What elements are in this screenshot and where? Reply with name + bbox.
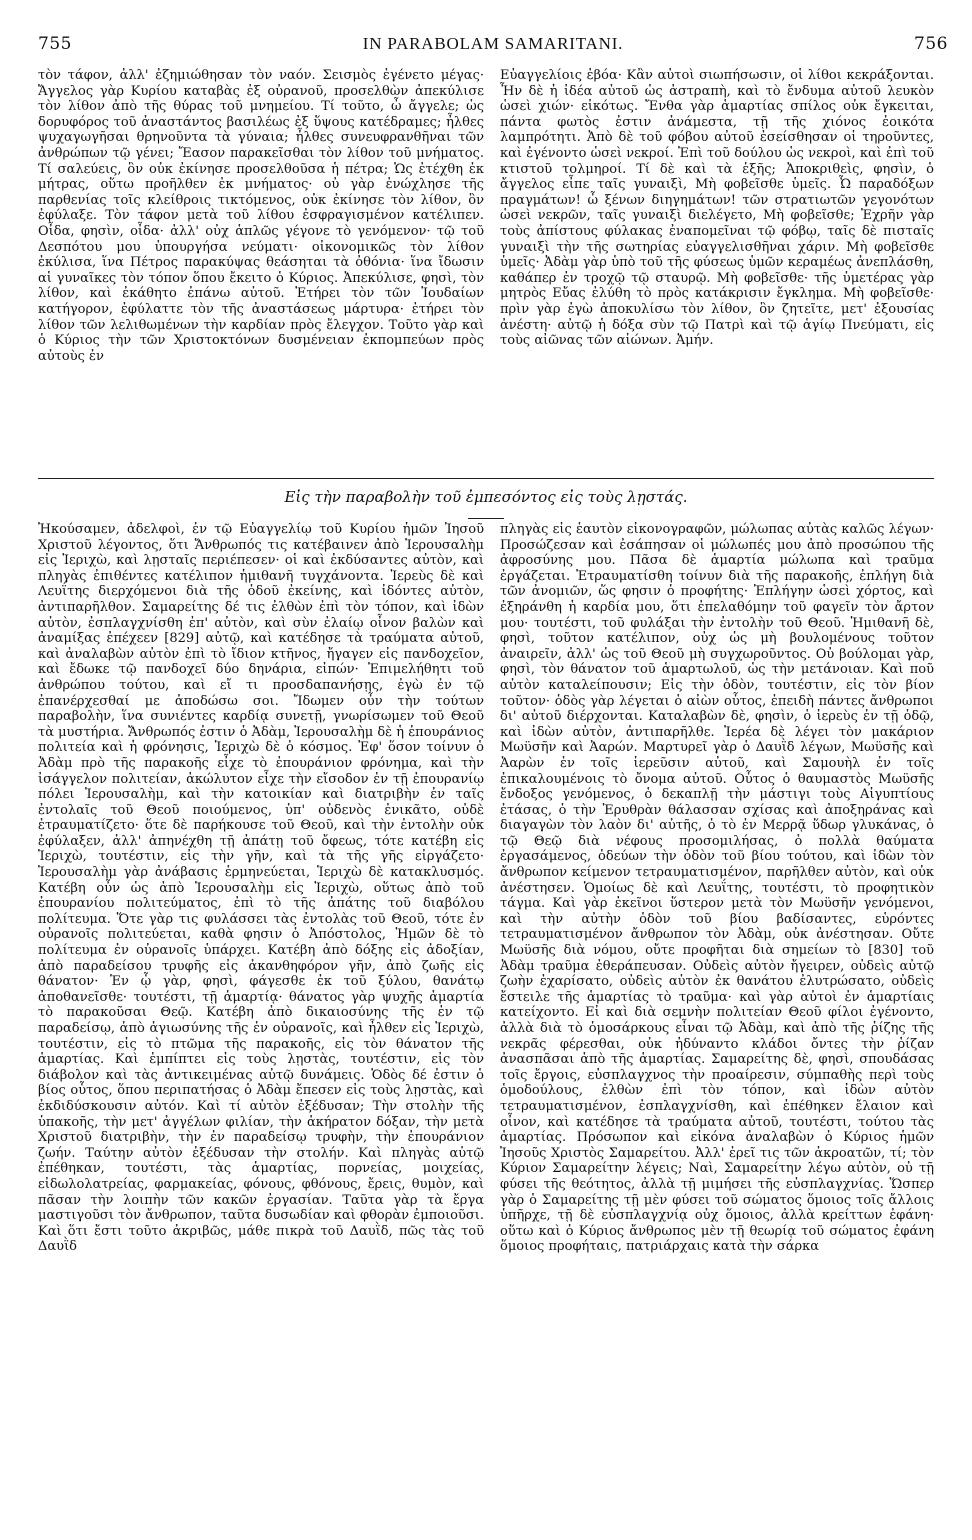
section-title: Εἰς τὴν παραβολὴν τοῦ ἐμπεσόντος εἰς τοὺς λῃστάς.	[284, 488, 688, 506]
running-title: IN PARABOLAM SAMARITANI.	[362, 34, 624, 53]
text-top-right: Εὐαγγελίοις ἐβόα· Κἂν αὐτοὶ σιωπήσωσιν, οἱ λίθοι κεκράξονται. Ἦν δὲ ἡ ἰδέα αὐτοῦ ὡς ἀστραπὴ, καὶ τὸ ἔνδυμα αὐτοῦ λευκὸν ὡσεὶ χιών· εἰκότως. Ἔνθα γὰρ ἁμαρτίας σπίλος οὐκ ἔγκειται, πάντα φωτὸς ἐστιν ἀνάμεστα, τῇ τῆς χιόνος ἐοικότα λαμπρότητι. Ἀπὸ δὲ τοῦ φόβου αὐτοῦ ἐσείσθησαν οἱ τηροῦντες, καὶ ἐγένοντο ὡσεὶ νεκροί. Ἐπὶ τοῦ δούλου ὡς νεκροὶ, καὶ ἐπὶ τοῦ κτιστοῦ τολμηροί. Τί δὲ καὶ τὰ ἑξῆς; Ἀποκριθεὶς, φησὶν, ὁ ἄγγελος εἶπε ταῖς γυναιξὶ, Μὴ φοβεῖσθε ὑμεῖς. Ὦ παραδόξων πραγμάτων! ὦ ξένων διηγημάτων! τῶν στρατιωτῶν γεγονότων ὡσεὶ νεκρῶν, ταῖς γυναιξὶ διελέγετο, Μὴ φοβεῖσθε; Ἐχρῆν γὰρ τοὺς ἀπίστους φύλακας ἐναπομεῖναι τῷ φόβῳ, ταῖς δὲ πισταῖς γυναιξὶ τὴν τῆς σωτηρίας εὐαγγελισθῆναι χάριν. Μὴ φοβεῖσθε ὑμεῖς· Ἀδὰμ γὰρ ὑπὸ τοῦ τῆς φύσεως ὑμῶν κεραμέως ἀνεπλάσθη, καθάπερ ἐν τροχῷ τῷ σταυρῷ. Μὴ φοβεῖσθε· τῆς ὑμετέρας γὰρ μητρὸς Εὔας ἐλύθη τὸ πρὸς κατάκρισιν ἔγκλημα. Μὴ φοβεῖσθε· πρὶν γὰρ ἐγὼ ἀποκυλίσω τὸν λίθον, ὃν ζητεῖτε, μετ' ἐξουσίας ἀνέστη· αὐτῷ ἡ δόξα σὺν τῷ Πατρὶ καὶ τῷ ἁγίῳ Πνεύματι, εἰς τοὺς αἰῶνας τῶν αἰώνων. Ἀμήν.	[500, 68, 934, 349]
page-number-left: 755	[38, 34, 72, 54]
column-bottom-right	[500, 522, 934, 1524]
column-top-left	[38, 68, 484, 478]
column-bottom-left	[38, 522, 484, 1524]
text-bottom-left: Ἠκούσαμεν, ἀδελφοὶ, ἐν τῷ Εὐαγγελίῳ τοῦ Κυρίου ἡμῶν Ἰησοῦ Χριστοῦ λέγοντος, ὅτι Ἄνθρωπός τις κατέβαινεν ἀπὸ Ἱερουσαλὴμ εἰς Ἱεριχὼ, καὶ λῃσταῖς περιέπεσεν· οἱ καὶ ἐκδύσαντες αὐτὸν, καὶ πληγὰς ἐπιθέντες κατέλιπον ἡμιθανῆ τυγχάνοντα. Ἱερεὺς δὲ καὶ Λευΐτης διερχόμενοι διὰ τῆς ὁδοῦ ἐκείνης, καὶ ἰδόντες αὐτὸν, ἀντιπαρῆλθον. Σαμαρείτης δέ τις ἐλθὼν ἐπὶ τὸν τόπον, καὶ ἰδὼν αὐτὸν, ἐσπλαγχνίσθη ἐπ' αὐτὸν, καὶ σὺν ἐλαίῳ οἶνον βαλὼν καὶ ἀναμίξας ἐπέχεεν [829] αὐτῷ, καὶ κατέδησε τὰ τραύματα αὐτοῦ, καὶ ἀναλαβὼν αὐτὸν ἐπὶ τὸ ἴδιον κτῆνος, ἤγαγεν εἰς πανδοχεῖον, καὶ ἔδωκε τῷ πανδοχεῖ δύο δηνάρια, εἰπών· Ἐπιμελήθητι τοῦ ἀνθρώπου τούτου, καὶ εἴ τι προσδαπανήσῃς, ἐγὼ ἐν τῷ ἐπανέρχεσθαί με ἀποδώσω σοι. Ἴδωμεν οὖν τὴν τούτων παραβολὴν, ἵνα συνιέντες καρδίᾳ συνετῇ, γνωρίσωμεν τοῦ Θεοῦ τὰ μυστήρια. Ἄνθρωπός ἐστιν ὁ Ἀδὰμ, Ἱερουσαλὴμ δὲ ἡ ἐπουράνιος πολιτεία καὶ ἡ φρόνησις, Ἱεριχὼ δὲ ὁ κόσμος. Ἐφ' ὅσον τοίνυν ὁ Ἀδὰμ πρὸ τῆς παρακοῆς εἶχε τὸ ἐπουράνιον φρόνημα, καὶ τὴν ἰσάγγελον πολιτείαν, ἀκώλυτον εἶχε τὴν εἴσοδον ἐν τῇ ἐπουρανίῳ πόλει Ἱερουσαλὴμ, καὶ τὴν κατοικίαν καὶ διατριβὴν ἐν ταῖς ἐντολαῖς τοῦ Θεοῦ ποιούμενος, ὑπ' οὐδενὸς ἐνικᾶτο, οὐδὲ ἐτραυματίζετο· ὅτε δὲ παρήκουσε τοῦ Θεοῦ, καὶ τὴν ἐντολὴν οὐκ ἐφύλαξεν, ἀλλ' ἀπηνέχθη τῇ ἀπάτῃ τοῦ ὄφεως, τότε κατέβη εἰς Ἱεριχὼ, τουτέστιν, εἰς τὴν γῆν, καὶ τὰ τῆς γῆς εἰργάζετο· Ἱερουσαλὴμ γὰρ ἀνάβασις ἑρμηνεύεται, Ἱεριχὼ δὲ κατακλυσμός. Κατέβη οὖν ὡς ἀπὸ Ἱερουσαλὴμ εἰς Ἱεριχὼ, οὕτως ἀπὸ τοῦ ἐπουρανίου πολιτεύματος, ἐπὶ τὸ τῆς ἀπάτης τοῦ διαβόλου πολίτευμα. Ὅτε γὰρ τις φυλάσσει τὰς ἐντολὰς τοῦ Θεοῦ, τότε ἐν οὐρανοῖς πολιτεύεται, καθὰ φησιν ὁ Ἀπόστολος, Ἡμῶν δὲ τὸ πολίτευμα ἐν οὐρανοῖς ὑπάρχει. Κατέβη ἀπὸ δόξης εἰς ἀδοξίαν, ἀπὸ παραδείσου τρυφῆς εἰς ἀκανθηφόρον γῆν, ἀπὸ ζωῆς εἰς θάνατον· Ἐν ᾧ γὰρ, φησὶ, φάγεσθε ἐκ τοῦ ξύλου, θανάτῳ ἀποθανεῖσθε· τουτέστι, τῇ ἁμαρτίᾳ· θάνατος γὰρ ψυχῆς ἁμαρτία τὸ παρακοῦσαι Θεῷ. Κατέβη ἀπὸ δικαιοσύνης τῆς ἐν τῷ παραδείσῳ, ἀπὸ ἁγιωσύνης τῆς ἐν οὐρανοῖς, καὶ ἦλθεν εἰς Ἱεριχὼ, τουτέστιν, εἰς τὸ πτῶμα τῆς παρακοῆς, εἰς τὸν θάνατον τῆς ἁμαρτίας. Καὶ ἐμπίπτει εἰς τοὺς λῃστὰς, τουτέστιν, εἰς τὸν διάβολον καὶ τὰς ἀντικειμένας αὐτῷ δυνάμεις. Ὁδὸς δέ ἐστιν ὁ βίος οὗτος, ὅπου περιπατήσας ὁ Ἀδὰμ ἔπεσεν εἰς τοὺς λῃστὰς, καὶ ἐκδιδύσκουσιν αὐτόν. Καὶ τί αὐτὸν ἐξέδυσαν; Τὴν στολὴν τῆς ὑπακοῆς, τὴν μετ' ἀγγέλων φιλίαν, τὴν ἀκήρατον δόξαν, τὴν μετὰ Χριστοῦ διατριβὴν, τὴν ἐν παραδείσῳ τρυφὴν, τὴν ἐπουράνιον ζωήν. Ταύτην αὐτὸν ἐξέδυσαν τὴν στολήν. Καὶ πληγὰς αὐτῷ ἐπέθηκαν, τουτέστι, τὰς ἁμαρτίας, πορνείας, μοιχείας, εἰδωλολατρείας, φαρμακείας, φόνους, φθόνους, ἔρεις, θυμὸν, καὶ πᾶσαν τὴν λοιπὴν τῶν κακῶν ἐργασίαν. Ταῦτα γὰρ τὰ ἔργα μαστιγοῦσι τὸν ἄνθρωπον, ταῦτα δυσωδίαν καὶ φθορὰν ἐμποιοῦσι. Καὶ ὅτι ἔστι τοῦτο ἀκριβῶς, μάθε πικρὰ τοῦ Δαυῒδ, πῶς τὰς τοῦ Δαυῒδ	[38, 522, 484, 1255]
running-header	[38, 34, 948, 58]
text-bottom-right: πληγὰς εἰς ἑαυτὸν εἰκονογραφῶν, μώλωπας αὐτὰς καλῶς λέγων· Προσώζεσαν καὶ ἐσάπησαν οἱ μώλωπές μου ἀπὸ προσώπου τῆς ἀφροσύνης μου. Πᾶσα δὲ ἁμαρτία μώλωπα καὶ τραῦμα ἐργάζεται. Ἐτραυματίσθη τοίνυν διὰ τῆς παρακοῆς, ἐπλήγη διὰ τῶν ἀνομιῶν, ὥς φησιν ὁ προφήτης· Ἐπλήγην ὡσεὶ χόρτος, καὶ ἐξηράνθη ἡ καρδία μου, ὅτι ἐπελαθόμην τοῦ φαγεῖν τὸν ἄρτον μου· τουτέστι, τοῦ φυλάξαι τὴν ἐντολὴν τοῦ Θεοῦ. Ἡμιθανῆ δὲ, φησὶ, τοῦτον κατέλιπον, οὐχ ὡς μὴ βουλομένους τοῦτον ἀναιρεῖν, ἀλλ' ὡς τοῦ Θεοῦ μὴ συγχωροῦντος. Οὐ βούλομαι γὰρ, φησὶ, τὸν θάνατον τοῦ ἁμαρτωλοῦ, ὡς τὴν μετάνοιαν. Καὶ ποῦ αὐτὸν καταλείπουσιν; Εἰς τὴν ὁδὸν, τουτέστιν, εἰς τὸν βίον τοῦτον· ὁδὸς γὰρ λέγεται ὁ αἰὼν οὗτος, ἐπειδὴ πάντες ἄνθρωποι δι' αὐτοῦ διέρχονται. Καταλαβὼν δὲ, φησὶν, ὁ ἱερεὺς ἐν τῇ ὁδῷ, καὶ ἰδὼν αὐτὸν, ἀντιπαρῆλθε. Ἱερέα δὲ λέγει τὸν μακάριον Μωϋσῆν καὶ Ἀαρών. Μαρτυρεῖ γὰρ ὁ Δαυῒδ λέγων, Μωϋσῆς καὶ Ἀαρὼν ἐν τοῖς ἱερεῦσιν αὐτοῦ, καὶ Σαμουὴλ ἐν τοῖς ἐπικαλουμένοις τὸ ὄνομα αὐτοῦ. Οὗτος ὁ θαυμαστὸς Μωϋσῆς ἔνδοξος γενόμενος, ὁ δεκαπλῇ τὴν μάστιγι τοὺς Αἰγυπτίους ἐτάσας, ὁ τὴν Ἐρυθρὰν θάλασσαν σχίσας καὶ ἀποξηράνας καὶ διαγαγὼν τὸν λαὸν δι' αὐτῆς, ὁ τὸ ἐν Μερρᾷ ὕδωρ γλυκάνας, ὁ τῷ Θεῷ διὰ νέφους προσομιλήσας, ὁ πολλὰ θαύματα ἐργασάμενος, ὁδεύων τὴν ὁδὸν τοῦ βίου τούτου, καὶ ἰδὼν τὸν ἄνθρωπον κείμενον τετραυματισμένον, παρῆλθεν αὐτὸν, καὶ οὐκ ἀνέστησεν. Ὁμοίως δὲ καὶ Λευΐτης, τουτέστι, τὸ προφητικὸν τάγμα. Καὶ γὰρ ἐκεῖνοι ὕστερον μετὰ τὸν Μωϋσῆν γενόμενοι, καὶ τὴν αὐτὴν ὁδὸν τοῦ βίου βαδίσαντες, εὑρόντες τετραυματισμένον ἄνθρωπον τὸν Ἀδὰμ, οὐκ ἀνέστησαν. Οὔτε Μωϋσῆς διὰ νόμου, οὔτε προφῆται διὰ σημείων τὸ [830] τοῦ Ἀδὰμ τραῦμα ἐθεράπευσαν. Οὐδεὶς αὐτὸν ἤγειρεν, οὐδεὶς αὐτῷ ζωὴν ἐχαρίσατο, οὐδεὶς αὐτὸν ἐκ θανάτου ἐλυτρώσατο, οὐδεὶς ἔστειλε τῆς ἁμαρτίας τὸ τραῦμα· καὶ γὰρ αὐτοὶ ἐν ἁμαρτίαις κατείχοντο. Εἰ καὶ διὰ σεμνὴν πολιτείαν Θεοῦ φίλοι ἐγένοντο, ἀλλὰ διὰ τὸ ὁμοσάρκους εἶναι τῷ Ἀδὰμ, καὶ ἀπὸ τῆς ῥίζης τῆς νεκρᾶς φέρεσθαι, οὐκ ἠδύναντο κλάδοι ὄντες τὴν ῥίζαν ἀνασπᾶσαι ἀπὸ τῆς ἁμαρτίας. Σαμαρείτης δὲ, φησὶ, σπουδάσας τοῖς ἔργοις, εὐσπλαγχνος τὴν προαίρεσιν, σύμπαθὴς περὶ τοὺς ὁμοδούλους, ἐλθὼν ἐπὶ τὸν τόπον, καὶ ἰδὼν αὐτὸν τετραυματισμένον, ἐσπλαγχνίσθη, καὶ ἐπέθηκεν ἔλαιον καὶ οἶνον, καὶ κατέδησε τὰ τραύματα αὐτοῦ, τουτέστι, τούτου τὰς ἁμαρτίας. Πρόσωπον καὶ εἰκόνα ἀναλαβὼν ὁ Κύριος ἡμῶν Ἰησοῦς Χριστὸς Σαμαρείτου. Ἀλλ' ἐρεῖ τις τῶν ἀκροατῶν, τί; τὸν Κύριον Σαμαρείτην λέγεις; Ναὶ, Σαμαρείτην λέγω αὐτὸν, οὐ τῇ φύσει τῆς θεότητος, ἀλλὰ τῇ μιμήσει τῆς εὐσπλαγχνίας. Ὥσπερ γὰρ ὁ Σαμαρείτης τῇ μὲν φύσει τοῦ σώματος ὅμοιος τοῖς ἄλλοις ὑπῆρχε, τῇ δὲ εὐσπλαγχνίᾳ οὐχ ὅμοιος, ἀλλὰ κρείττων ἐφάνη· οὕτω καὶ ὁ Κύριος ἄνθρωπος μὲν τῇ θεωρίᾳ τοῦ σώματος ἐφάνη ὅμοιος προφήταις, πατριάρχαις κατὰ τὴν σάρκα	[500, 522, 934, 1255]
section-divider	[38, 478, 934, 479]
column-top-right	[500, 68, 934, 468]
text-top-left: τὸν τάφον, ἀλλ' ἐζημιώθησαν τὸν ναόν. Σεισμὸς ἐγένετο μέγας· Ἄγγελος γὰρ Κυρίου καταβὰς ἐξ οὐρανοῦ, προσελθὼν ἀπεκύλισε τὸν λίθον ἀπὸ τῆς θύρας τοῦ μνημείου. Τί τοῦτο, ὦ ἄγγελε; ὡς δορυφόρος τοῦ ἀναστάντος βασιλέως ἐξ ὕψους κατέδραμες; ἦλθες ψυχαγωγῆσαι θρηνοῦντα τὰ γύναια; ἦλθες συνευφρανθῆναι τῶν ἀνθρώπων τῷ γένει; Ἔασον παρακεῖσθαι τὸν λίθον τοῦ μνήματος. Τί σαλεύεις, ὃν οὐκ ἐκίνησε προσελθοῦσα ἡ πέτρα; Ὡς ἐτέχθη ἐκ μήτρας, οὕτω προῆλθεν ἐκ μνήματος· οὐ γὰρ ἐνώχλησε τῆς παρθενίας τοῖς κλείθροις τικτόμενος, οὐκ ἐκίνησε τὸν λίθον, ὃν ἐφύλαξε. Τὸν τάφον μετὰ τοῦ λίθου ἐσφραγισμένον κατέλιπεν. Οἶδα, φησὶν, οἶδα· ἀλλ' οὐχ ἁπλῶς γέγονε τὸ γενόμενον· τῷ τοῦ Δεσπότου μου ὑπουργήσα νεύματι· οἰκονομικῶς τὸν λίθον ἐκύλισα, ἵνα Πέτρος παρακύψας θεάσηται τὰ ὀθόνια· ἵνα ἴδωσιν αἱ γυναῖκες τὸν τόπον ὅπου ἔκειτο ὁ Κύριος. Ἀπεκύλισε, φησὶ, τὸν λίθον, καὶ ἐκάθητο ἐπάνω αὐτοῦ. Ἐτήρει τὸν τῶν Ἰουδαίων κατήγορον, ἐφύλαττε τὸν τῆς ἀναστάσεως μάρτυρα· ἐτήρει τὸν λίθον τῶν λελιθωμένων τὴν καρδίαν πρὸς ἔλεγχον. Τοῦτο γὰρ καὶ ὁ Κύριος τὴν τῶν Χριστοκτόνων δυσμένειαν ἐκπομπεύων πρὸς αὐτοὺς ἐν	[38, 68, 484, 364]
title-dash	[468, 518, 504, 519]
page-number-right: 756	[914, 34, 948, 54]
